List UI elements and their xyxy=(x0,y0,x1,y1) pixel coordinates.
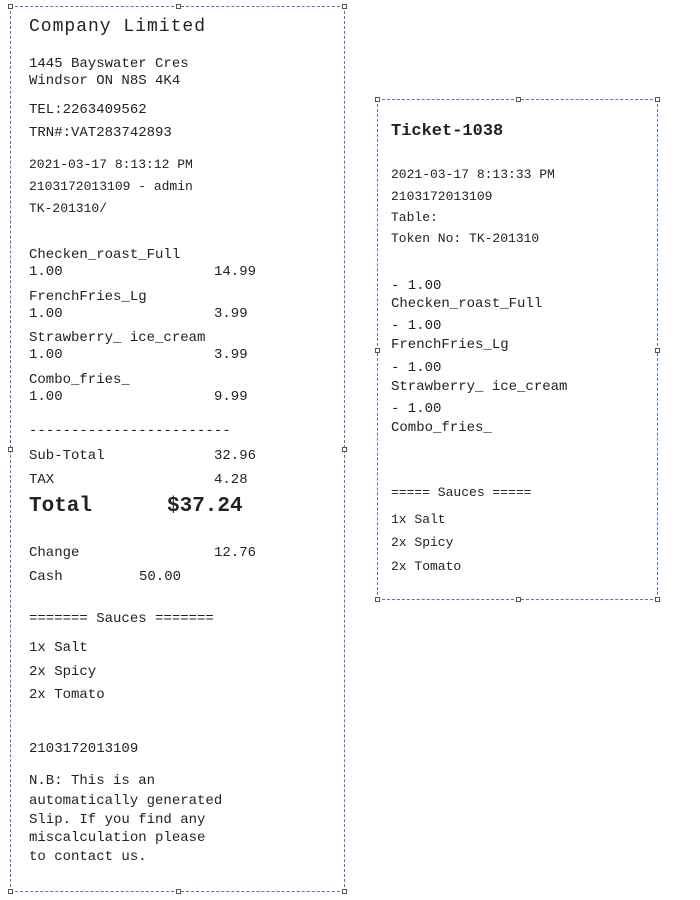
cash-label: Cash xyxy=(29,569,63,585)
ticket-token: Token No: TK-201310 xyxy=(391,231,540,246)
sauces-header: ======= Sauces ======= xyxy=(29,611,214,627)
note-line: N.B: This is an xyxy=(29,773,156,789)
item-name: FrenchFries_Lg xyxy=(29,289,147,305)
change-label: Change xyxy=(29,545,80,561)
total-label: Total xyxy=(29,495,93,518)
receipt-datetime: 2021-03-17 8:13:12 PM xyxy=(29,157,193,172)
ticket-item-name: Strawberry_ ice_cream xyxy=(391,379,568,395)
order-number: 2103172013109 xyxy=(29,741,139,757)
resize-handle-bottom-left[interactable] xyxy=(375,597,380,602)
resize-handle-middle-left[interactable] xyxy=(375,348,380,353)
ticket-item-qty: - 1.00 xyxy=(391,318,442,334)
change-value: 12.76 xyxy=(214,545,257,561)
resize-handle-top-middle[interactable] xyxy=(176,4,181,9)
ticket-order-number: 2103172013109 xyxy=(391,189,493,204)
ticket-datetime: 2021-03-17 8:13:33 PM xyxy=(391,167,555,182)
kitchen-ticket-slip[interactable] xyxy=(377,99,658,600)
receipt-slip[interactable] xyxy=(10,6,345,892)
item-name: Checken_roast_Full xyxy=(29,247,181,263)
resize-handle-top-right[interactable] xyxy=(655,97,660,102)
note-line: Slip. If you find any xyxy=(29,812,206,828)
resize-handle-top-left[interactable] xyxy=(8,4,13,9)
ticket-item-name: Checken_roast_Full xyxy=(391,296,543,312)
item-price: 3.99 xyxy=(214,347,248,363)
ticket-sauce-item: 2x Tomato xyxy=(391,559,462,574)
ticket-sauces-header: ===== Sauces ===== xyxy=(391,485,532,500)
order-user: 2103172013109 - admin xyxy=(29,179,193,194)
trn-number: TRN#:VAT283742893 xyxy=(29,125,172,141)
resize-handle-bottom-right[interactable] xyxy=(342,889,347,894)
item-price: 3.99 xyxy=(214,306,248,322)
ticket-sauce-item: 2x Spicy xyxy=(391,535,454,550)
cash-value: 50.00 xyxy=(139,569,182,585)
resize-handle-top-right[interactable] xyxy=(342,4,347,9)
ticket-table: Table: xyxy=(391,210,438,225)
total-value: $37.24 xyxy=(167,495,243,518)
note-line: to contact us. xyxy=(29,849,147,865)
address-line-2: Windsor ON N8S 4K4 xyxy=(29,73,181,89)
receipt-token: TK-201310/ xyxy=(29,201,108,216)
resize-handle-bottom-middle[interactable] xyxy=(516,597,521,602)
item-qty: 1.00 xyxy=(29,347,63,363)
item-price: 14.99 xyxy=(214,264,257,280)
ticket-item-name: FrenchFries_Lg xyxy=(391,337,509,353)
resize-handle-top-left[interactable] xyxy=(375,97,380,102)
item-qty: 1.00 xyxy=(29,306,63,322)
item-qty: 1.00 xyxy=(29,264,63,280)
sauce-item: 2x Tomato xyxy=(29,687,105,703)
sauce-item: 1x Salt xyxy=(29,640,88,656)
item-name: Strawberry_ ice_cream xyxy=(29,330,206,346)
item-name: Combo_fries_ xyxy=(29,372,130,388)
ticket-sauce-item: 1x Salt xyxy=(391,512,446,527)
ticket-title: Ticket-1038 xyxy=(391,122,504,141)
company-name: Company Limited xyxy=(29,17,207,37)
resize-handle-middle-right[interactable] xyxy=(342,447,347,452)
resize-handle-bottom-middle[interactable] xyxy=(176,889,181,894)
resize-handle-bottom-left[interactable] xyxy=(8,889,13,894)
ticket-item-qty: - 1.00 xyxy=(391,401,442,417)
address-line-1: 1445 Bayswater Cres xyxy=(29,56,189,72)
ticket-item-qty: - 1.00 xyxy=(391,278,442,294)
resize-handle-middle-left[interactable] xyxy=(8,447,13,452)
note-line: miscalculation please xyxy=(29,830,206,846)
tax-label: TAX xyxy=(29,472,55,488)
sauce-item: 2x Spicy xyxy=(29,664,97,680)
resize-handle-top-middle[interactable] xyxy=(516,97,521,102)
ticket-item-name: Combo_fries_ xyxy=(391,420,492,436)
separator-line: ------------------------ xyxy=(29,423,231,439)
tax-value: 4.28 xyxy=(214,472,248,488)
item-price: 9.99 xyxy=(214,389,248,405)
item-qty: 1.00 xyxy=(29,389,63,405)
resize-handle-middle-right[interactable] xyxy=(655,348,660,353)
note-line: automatically generated xyxy=(29,793,223,809)
ticket-item-qty: - 1.00 xyxy=(391,360,442,376)
subtotal-label: Sub-Total xyxy=(29,448,105,464)
subtotal-value: 32.96 xyxy=(214,448,257,464)
resize-handle-bottom-right[interactable] xyxy=(655,597,660,602)
telephone: TEL:2263409562 xyxy=(29,102,147,118)
